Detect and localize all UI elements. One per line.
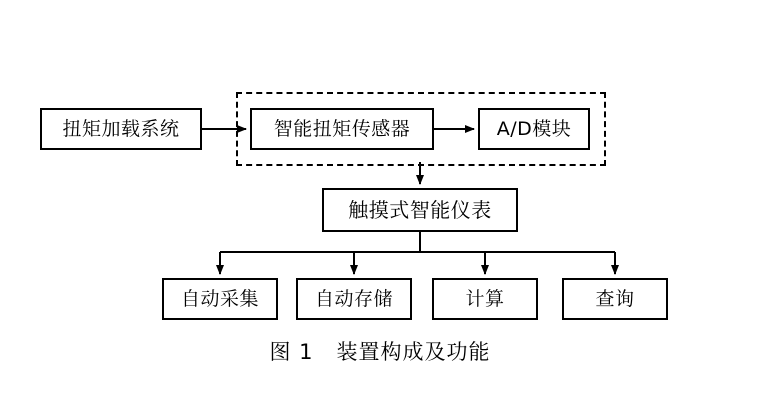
- node-label: 扭矩加载系统: [62, 117, 180, 140]
- node-query: [562, 278, 668, 320]
- node-label: 计算: [465, 287, 505, 310]
- node-touch-smart-instrument: [322, 188, 518, 232]
- node-label: A/D模块: [496, 117, 572, 140]
- node-label: 触摸式智能仪表: [348, 198, 492, 222]
- node-auto-collect: [162, 278, 278, 320]
- node-torque-loading-system: [40, 108, 202, 150]
- node-ad-module: [478, 108, 590, 150]
- node-label: 智能扭矩传感器: [273, 117, 411, 140]
- node-calculate: [432, 278, 538, 320]
- node-label: 自动采集: [180, 287, 259, 310]
- node-label: 自动存储: [314, 287, 393, 310]
- figure-caption: 图 1 装置构成及功能: [269, 340, 491, 364]
- node-auto-storage: [296, 278, 412, 320]
- node-smart-torque-sensor: [250, 108, 434, 150]
- node-label: 查询: [595, 287, 635, 310]
